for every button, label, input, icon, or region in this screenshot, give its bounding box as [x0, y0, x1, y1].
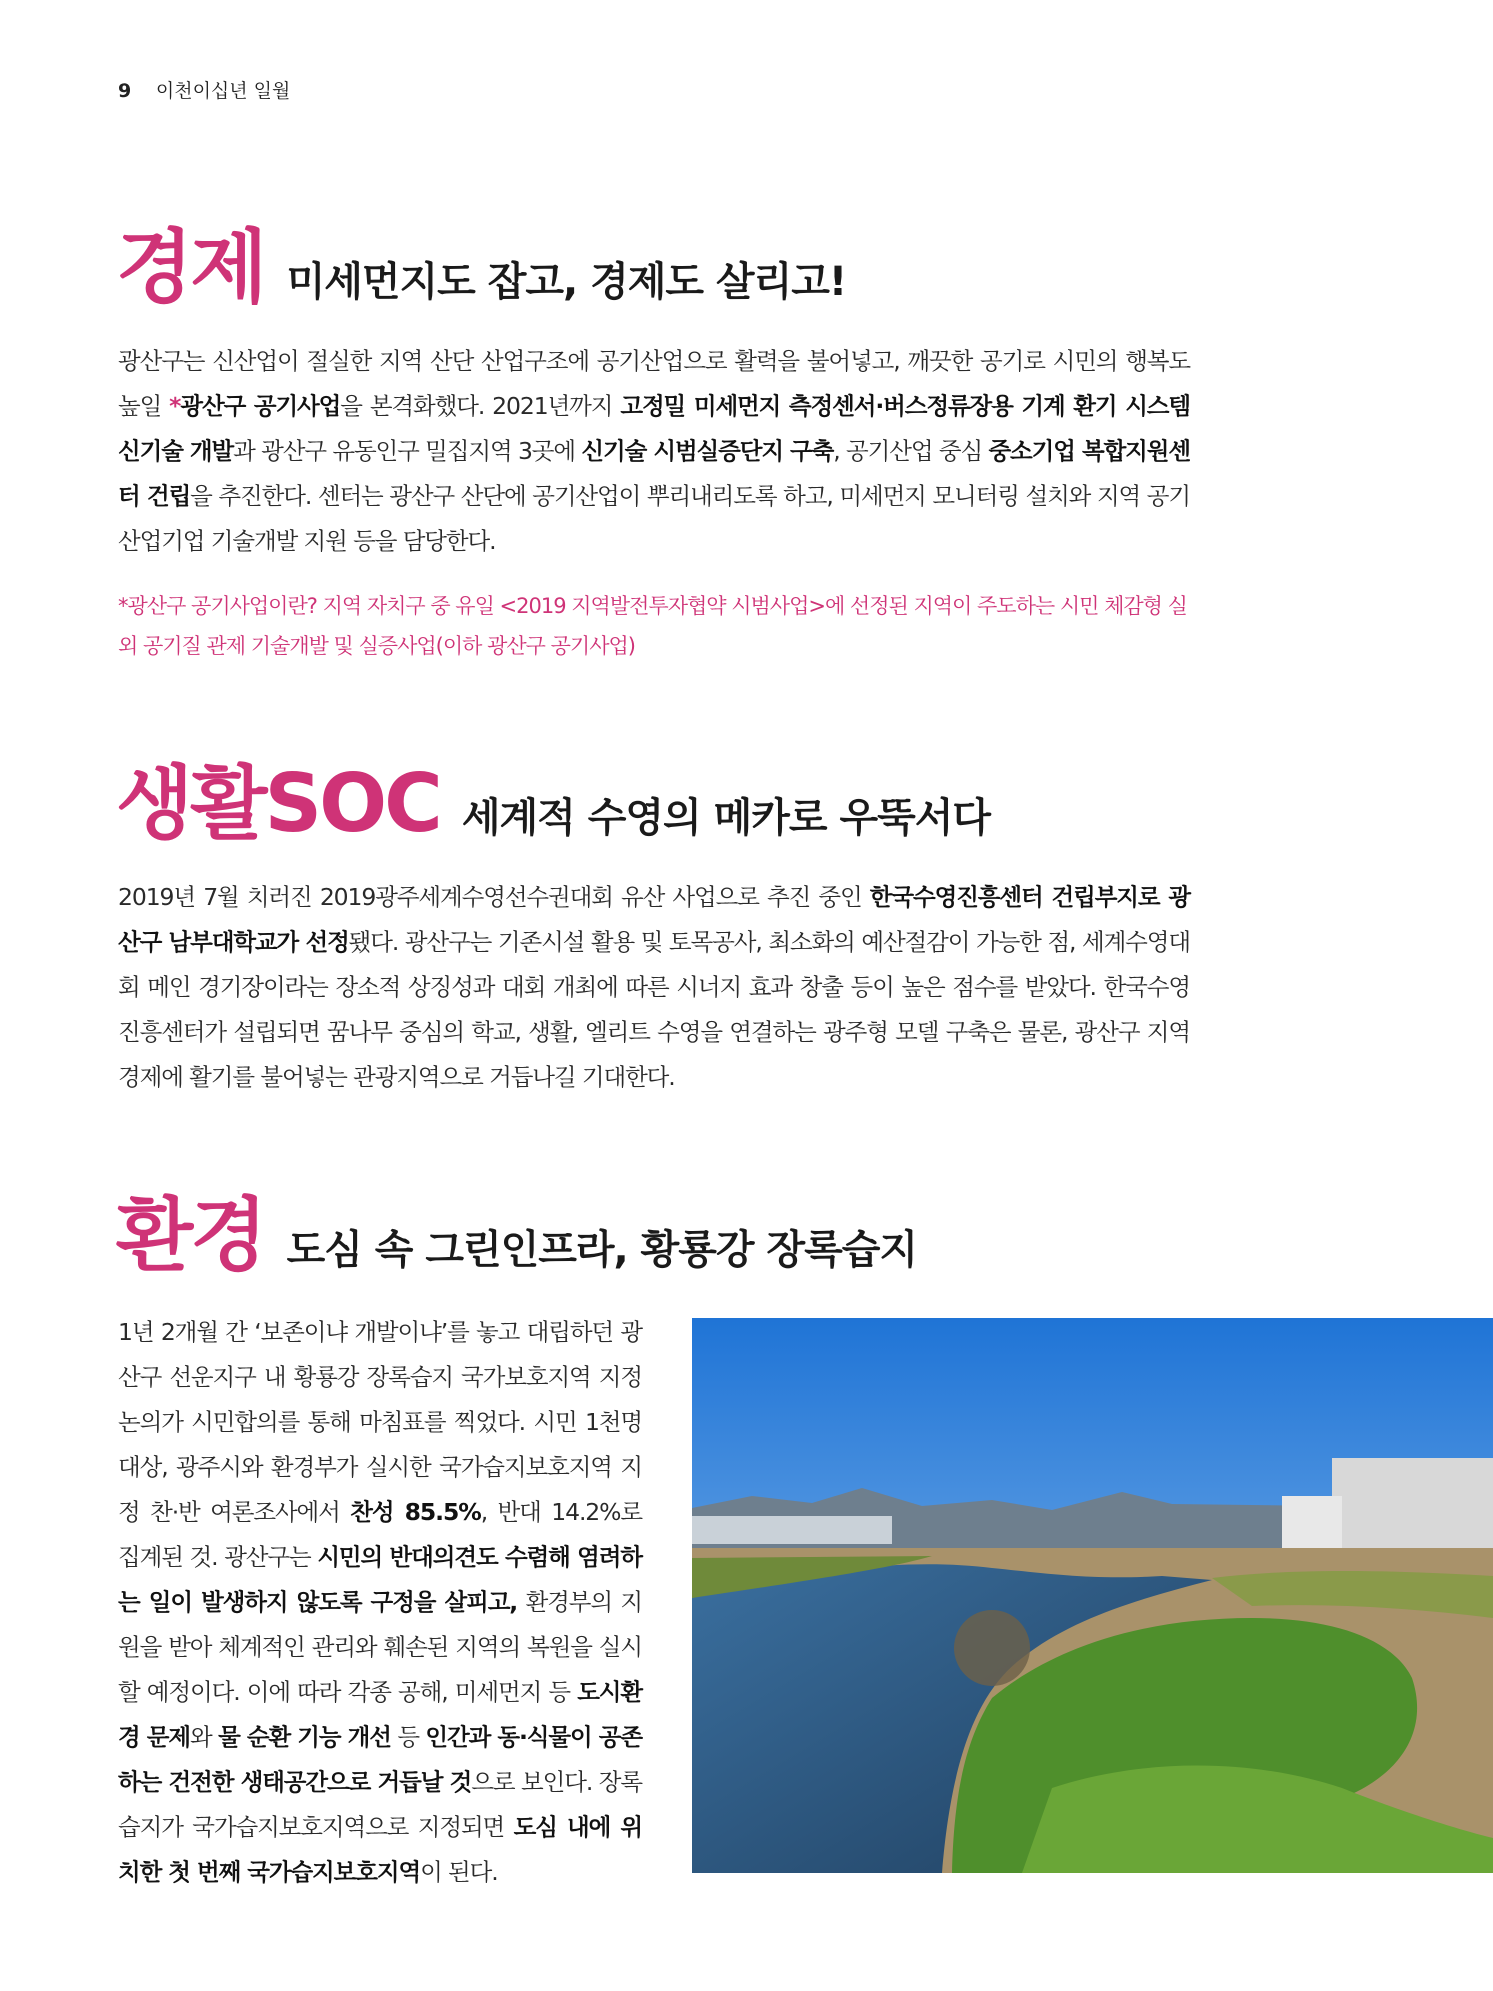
text-run: 을 추진한다. 센터는 광산구 산단에 공기산업이 뿌리내리도록 하고, 미세먼지 모니터링 설치와 지역 공기산업기업 기술개발 지원 등을 담당한다.	[118, 482, 1190, 555]
issue-date: 이천이십년 일월	[155, 80, 291, 102]
text-run: 이 된다.	[420, 1858, 498, 1886]
text-run: 등	[390, 1723, 426, 1751]
page-header	[118, 76, 290, 103]
text-run: 1년 2개월 간 ‘보존이냐 개발이냐’를 놓고 대립하던 광산구 선운지구 내 황룡강 장록습지 국가보호지역 지정 논의가 시민합의를 통해 마침표를 찍었다. 시민 1천명 대상, 광주시와 환경부가 실시한 국가습지보호지역 지정 찬·반 여론조사에서	[118, 1318, 642, 1526]
economy-paragraph	[118, 339, 1190, 564]
text-run: 을 본격화했다. 2021년까지	[340, 392, 621, 420]
environment-section-title	[116, 1189, 918, 1282]
bold-text: 한국수영진흥센터 건립부지로 광산구 남부대학교가 선정	[118, 883, 1191, 956]
text-run: 와	[190, 1723, 219, 1751]
soc-paragraph	[118, 875, 1190, 1100]
wetland-photo	[692, 1318, 1493, 1873]
economy-subtitle: 미세먼지도 잡고, 경제도 살리고!	[286, 259, 847, 305]
soc-keyword: 생활SOC	[116, 757, 440, 850]
bold-text: 시민의 반대의견도 수렴해 염려하는 일이 발생하지 않도록 구정을 살피고,	[118, 1543, 642, 1616]
soc-section-title	[116, 757, 991, 850]
environment-keyword: 환경	[116, 1189, 265, 1282]
text-run: 과 광산구 유동인구 밀집지역 3곳에	[233, 437, 582, 465]
bold-text: 고정밀 미세먼지 측정센서·버스정류장용 기계 환기 시스템 신기술 개발	[118, 392, 1190, 465]
bold-text: 도시환경 문제	[118, 1678, 642, 1751]
text-run: , 반대 14.2%로 집계된 것. 광산구는	[118, 1498, 642, 1571]
economy-keyword: 경제	[116, 221, 265, 314]
text-run: 환경부의 지원을 받아 체계적인 관리와 훼손된 지역의 복원을 실시할 예정이다. 이에 따라 각종 공해, 미세먼지 등	[118, 1588, 642, 1706]
text-run: , 공기산업 중심	[833, 437, 989, 465]
bold-text: 중소기업 복합지원센터 건립	[118, 437, 1190, 510]
environment-paragraph	[118, 1310, 642, 1895]
bold-text: 광산구 공기사업	[180, 392, 341, 420]
text-run: 됐다. 광산구는 기존시설 활용 및 토목공사, 최소화의 예산절감이 가능한 점, 세계수영대회 메인 경기장이라는 장소적 상징성과 대회 개최에 따른 시너지 효과 창출 등이 높은 점수를 받았다. 한국수영진흥센터가 설립되면 꿈나무 중심의 학교, 생활, 엘리트 수영을 연결하는 광주형 모델 구축은 물론, 광산구 지역경제에 활기를 불어넣는 관광지역으로 거듭나길 기대한다.	[118, 928, 1190, 1091]
page-number: 9	[118, 80, 132, 102]
economy-section-title	[116, 221, 847, 314]
bold-text: 도심 내에 위치한 첫 번째 국가습지보호지역	[118, 1813, 643, 1886]
bold-text: 물 순환 기능 개선	[218, 1723, 391, 1751]
bold-text: 인간과 동·식물이 공존하는 건전한 생태공간으로 거듭날 것	[118, 1723, 642, 1796]
bold-text: 신기술 시범실증단지 구축	[581, 437, 834, 465]
text-run: 으로 보인다. 장록습지가 국가습지보호지역으로 지정되면	[118, 1768, 642, 1841]
bold-text: 찬성 85.5%	[350, 1498, 481, 1526]
soc-subtitle: 세계적 수영의 메카로 우뚝서다	[461, 795, 991, 841]
text-run: *	[169, 392, 181, 420]
text-run: 광산구는 신산업이 절실한 지역 산단 산업구조에 공기산업으로 활력을 불어넣고, 깨끗한 공기로 시민의 행복도 높일	[118, 347, 1190, 420]
environment-subtitle: 도심 속 그린인프라, 황룡강 장록습지	[286, 1227, 918, 1273]
economy-footnote: *광산구 공기사업이란? 지역 자치구 중 유일 <2019 지역발전투자협약 시범사업>에 선정된 지역이 주도하는 시민 체감형 실외 공기질 관제 기술개발 및 실증사업(이하 광산구 공기사업)	[118, 594, 1187, 658]
text-run: 2019년 7월 치러진 2019광주세계수영선수권대회 유산 사업으로 추진 중인	[118, 883, 870, 911]
